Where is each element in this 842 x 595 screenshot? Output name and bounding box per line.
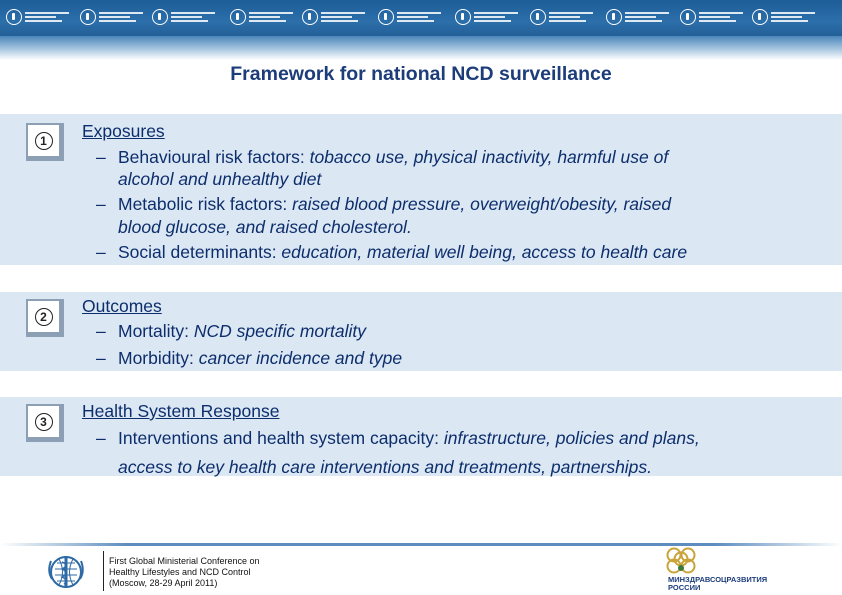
who-logo-icon — [6, 6, 69, 28]
section-number-badge — [26, 123, 64, 161]
section-heading: Health System Response — [82, 401, 280, 421]
who-logo-icon — [80, 6, 143, 28]
bullet-dash: – — [96, 194, 106, 214]
who-logo-icon — [455, 6, 518, 28]
ministry-emblem-icon — [664, 546, 698, 576]
bullet-line: Morbidity: cancer incidence and type — [118, 348, 403, 368]
bullet-line: Metabolic risk factors: raised blood pressure, overweight/obesity, raised — [118, 194, 672, 214]
bullet-line: Interventions and health system capacity: infrastructure, policies and plans, — [118, 428, 700, 448]
bullet-dash: – — [96, 242, 106, 262]
section-heading: Outcomes — [82, 296, 162, 316]
who-logo-icon — [530, 6, 593, 28]
number-1-icon: 1 — [35, 132, 53, 150]
bullet-line: blood glucose, and raised cholesterol. — [118, 217, 412, 237]
bullet-dash: – — [96, 348, 106, 368]
who-logo-icon — [230, 6, 293, 28]
number-2-icon: 2 — [35, 308, 53, 326]
bullet-line: Behavioural risk factors: tobacco use, physical inactivity, harmful use of — [118, 147, 669, 167]
top-banner — [0, 0, 842, 36]
number-3-icon: 3 — [35, 413, 53, 431]
bullet-line: alcohol and unhealthy diet — [118, 169, 322, 189]
ministry-logo-text: МИНЗДРАВСОЦРАЗВИТИЯ РОССИИ — [668, 575, 768, 592]
section-number-badge — [26, 299, 64, 337]
who-logo-icon — [680, 6, 743, 28]
who-emblem-icon — [43, 549, 89, 595]
footer-divider — [0, 543, 842, 546]
who-logo-icon — [752, 6, 815, 28]
bullet-dash: – — [96, 428, 106, 448]
who-logo-icon — [378, 6, 441, 28]
bullet-dash: – — [96, 147, 106, 167]
header-gradient-band — [0, 36, 842, 60]
bullet-line: Social determinants: education, material well being, access to health care — [118, 242, 688, 262]
section-number-badge — [26, 404, 64, 442]
bullet-line: Mortality: NCD specific mortality — [118, 321, 366, 341]
section-heading: Exposures — [82, 121, 165, 141]
who-logo-icon — [606, 6, 669, 28]
who-logo-icon — [152, 6, 215, 28]
bullet-line: access to key health care interventions and treatments, partnerships. — [118, 457, 653, 477]
footer-separator — [103, 551, 104, 591]
bullet-dash: – — [96, 321, 106, 341]
conference-info: First Global Ministerial Conference on Healthy Lifestyles and NCD Control (Moscow, 28-29 April 2011) — [109, 556, 260, 588]
who-logo-icon — [302, 6, 365, 28]
page-title: Framework for national NCD surveillance — [230, 63, 612, 85]
